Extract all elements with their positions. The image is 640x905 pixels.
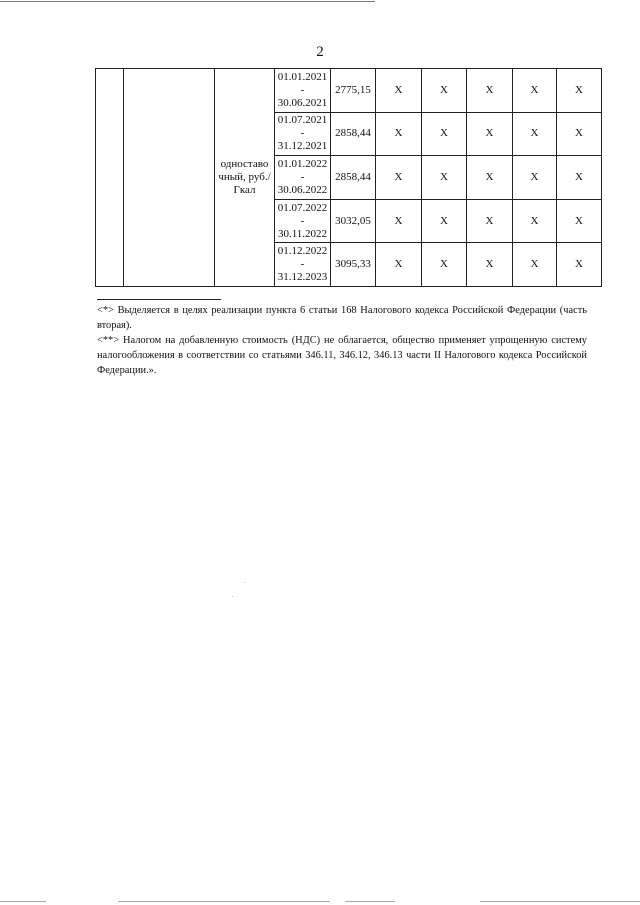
period-end: 31.12.2021 [277,140,328,153]
x-mark: X [557,156,602,200]
x-mark: X [467,156,513,200]
x-mark: X [557,112,602,156]
tariff-value: 3032,05 [331,199,376,243]
period-start: 01.07.2022 [277,201,328,214]
x-mark: X [557,199,602,243]
x-mark: X [557,69,602,113]
x-mark: X [513,156,557,200]
x-mark: X [557,243,602,287]
period-dash: - [300,127,305,140]
x-mark: X [467,69,513,113]
tariff-unit-cell: одноставо чный, руб./Гкал [215,69,275,287]
scan-top-line [0,1,375,2]
tariff-value: 2775,15 [331,69,376,113]
period-dash: - [300,170,305,183]
tariff-value: 2858,44 [331,156,376,200]
period-cell [275,69,331,113]
footnote-no-vat: <**> Налогом на добавленную стоимость (НДС) не облагается, общество применяет упрощенную систему налогообложения в соответствии со статьями 346.11, 346.12, 346.13 части II Налогового кодекса Российской Федерации.». [97,335,587,376]
scan-bottom-line [0,901,46,902]
period-end: 30.11.2022 [277,227,328,240]
period-cell [275,243,331,287]
period-start: 01.01.2021 [277,70,328,83]
x-mark: X [422,69,467,113]
scan-speck [244,582,245,583]
blank-cell [124,69,215,287]
x-mark: X [467,199,513,243]
period-dash: - [300,83,305,96]
blank-cell [96,69,124,287]
footnote-separator [97,299,221,300]
period-cell [275,156,331,200]
x-mark: X [467,112,513,156]
x-mark: X [467,243,513,287]
period-end: 31.12.2023 [277,271,328,284]
page-number: 2 [316,44,324,60]
period-dash: - [300,214,305,227]
x-mark: X [376,156,422,200]
period-dash: - [300,258,305,271]
footnotes [97,303,587,378]
scan-bottom-line [118,901,330,902]
scan-bottom-line [345,901,395,902]
x-mark: X [422,243,467,287]
footnote-vat: <*> Выделяется в целях реализации пункта 6 статьи 168 Налогового кодекса Российской Федерации (часть вторая). [97,305,587,331]
x-mark: X [422,156,467,200]
period-end: 30.06.2022 [277,183,328,196]
x-mark: X [513,112,557,156]
period-start: 01.12.2022 [277,245,328,258]
scan-bottom-line [480,901,640,902]
tariff-value: 3095,33 [331,243,376,287]
x-mark: X [376,69,422,113]
period-cell [275,199,331,243]
x-mark: X [513,199,557,243]
table-row [96,69,602,113]
x-mark: X [422,112,467,156]
x-mark: X [513,243,557,287]
period-cell [275,112,331,156]
tariff-value: 2858,44 [331,112,376,156]
x-mark: X [376,243,422,287]
period-end: 30.06.2021 [277,96,328,109]
tariff-table [95,68,602,287]
scan-speck [232,596,233,597]
x-mark: X [376,199,422,243]
x-mark: X [513,69,557,113]
period-start: 01.01.2022 [277,157,328,170]
x-mark: X [376,112,422,156]
x-mark: X [422,199,467,243]
period-start: 01.07.2021 [277,114,328,127]
